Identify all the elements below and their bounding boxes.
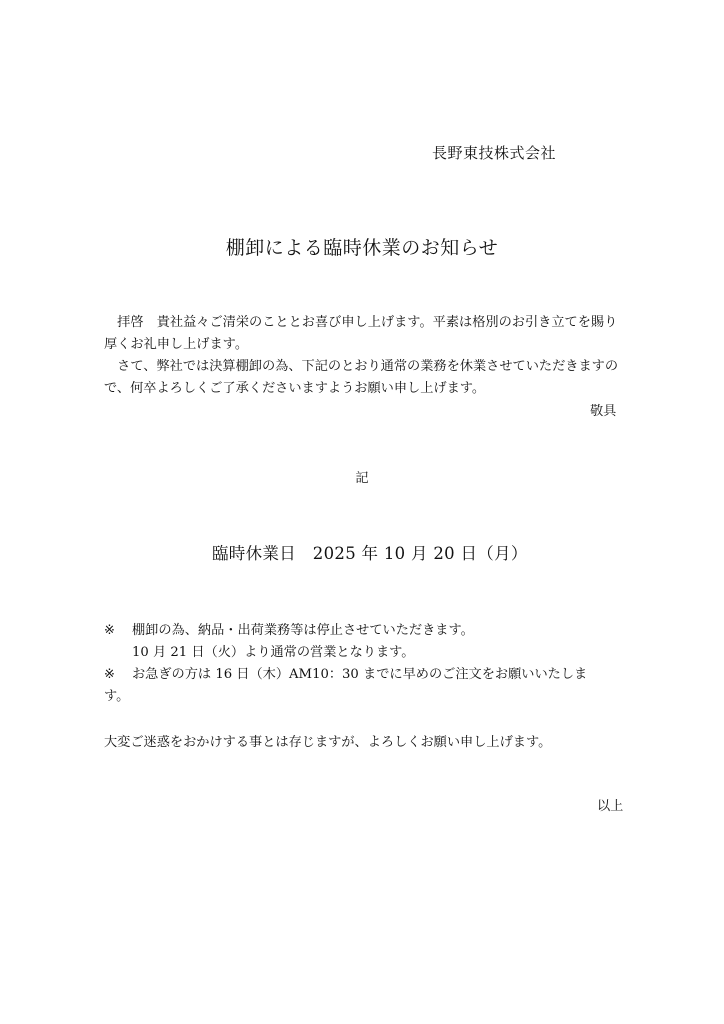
notice-paragraph xyxy=(104,356,624,400)
notes-section xyxy=(104,620,587,708)
note-item-2 xyxy=(104,664,587,686)
note-text: 棚卸の為、納品・出荷業務等は停止させていただきます。 xyxy=(132,623,474,638)
greeting-paragraph xyxy=(104,312,624,356)
note-item-1-continued xyxy=(104,642,587,664)
notice-line-2: で、何卒よろしくご了承くださいますようお願い申し上げます。 xyxy=(104,381,486,396)
closure-date: 臨時休業日 2025 年 10 月 20 日（月） xyxy=(212,544,528,563)
note-text: 10 月 21 日（火）より通常の営業となります。 xyxy=(132,645,415,660)
note-mark: ※ xyxy=(104,623,116,638)
document-title: 棚卸による臨時休業のお知らせ xyxy=(225,237,499,259)
note-item-2-continued xyxy=(104,686,587,708)
end-mark: 以上 xyxy=(597,799,624,814)
company-name: 長野東技株式会社 xyxy=(432,144,557,162)
closing-message: 大変ご迷惑をおかけする事とは存じますが、よろしくお願い申し上げます。 xyxy=(104,735,552,750)
notice-line-1: さて、弊社では決算棚卸の為、下記のとおり通常の業務を休業させていただきますの xyxy=(104,359,619,374)
greeting-line-1: 拝啓 貴社益々ご清栄のこととお喜び申し上げます。平素は格別のお引き立てを賜り xyxy=(104,315,618,330)
ki-heading: 記 xyxy=(355,471,369,486)
greeting-line-2: 厚くお礼申し上げます。 xyxy=(104,337,249,352)
note-text: す。 xyxy=(104,689,130,704)
note-item-1 xyxy=(104,620,587,642)
closing-salutation: 敬具 xyxy=(590,404,617,419)
note-text: お急ぎの方は 16 日（木）AM10：30 までに早めのご注文をお願いいたしま xyxy=(132,667,588,682)
note-mark: ※ xyxy=(104,667,116,682)
